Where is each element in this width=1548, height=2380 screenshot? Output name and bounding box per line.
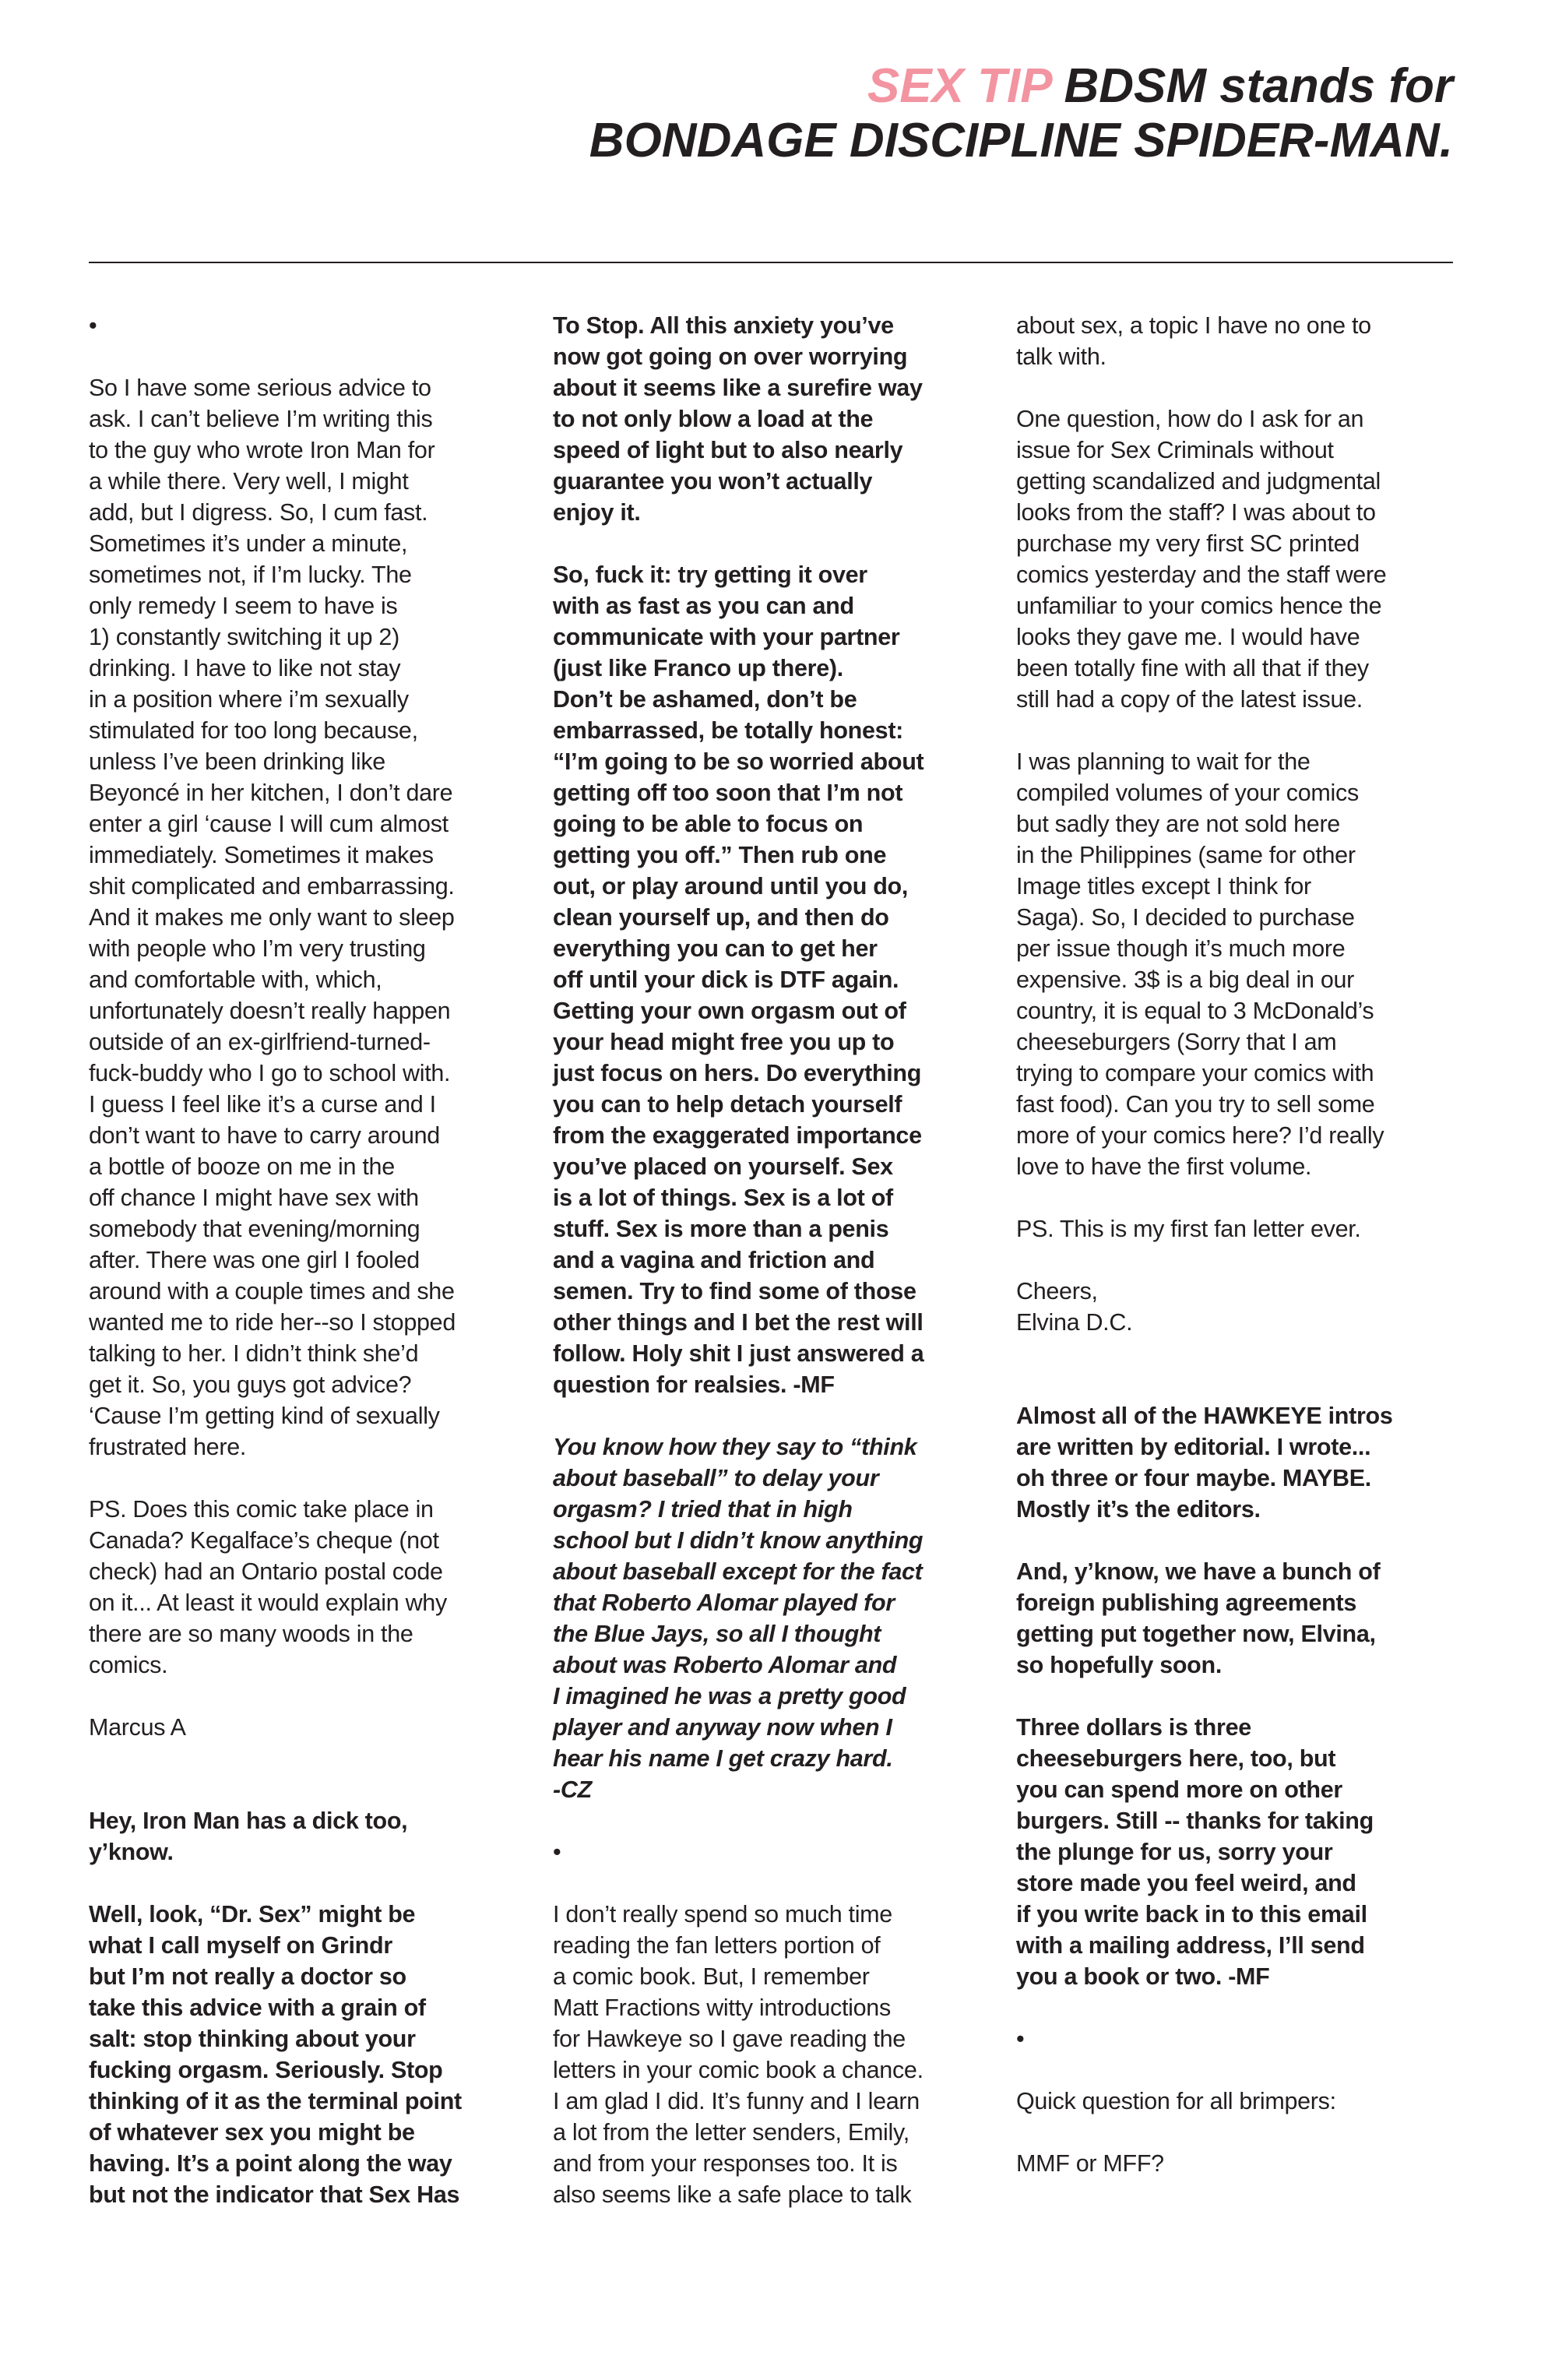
reply-paragraph: Almost all of the HAWKEYE intros are written by editorial. I wrote... oh three or four maybe. MAYBE. Mostly it’s the editors. [1016,1403,1393,1523]
letter-signature: Cheers, Elvina D.C. [1016,1278,1133,1336]
reply-paragraph: To Stop. All this anxiety you’ve now got going on over worrying about it seems like a surefire way to not only blow a load at the speed of light but to also nearly guarantee you won’t actually enjoy it. [553,312,923,526]
letter-marcus-ps: PS. Does this comic take place in Canada? Kegalface’s cheque (not check) had an Ontario postal code on it... At least it would explain why there are so many woods in the comics. [89,1496,447,1678]
letter-elvina-body: I don’t really spend so much time reading the fan letters portion of a comic book. But, I remember Matt Fractions witty introductions for Hawkeye so I gave reading the letters in your comic book a chance. I am glad I did. It’s funny and I learn a lot from the letter senders, Emily, and from your responses too. It is also seems like a safe place to talk [553,1901,924,2208]
letter-marcus-body: So I have some serious advice to ask. I can’t believe I’m writing this to the guy who wrote Iron Man for a while there. Very well, I might add, but I digress. So, I cum fast. Sometimes it’s under a minute, sometimes not, if I’m lucky. The only remedy I seem to have is 1) constantly switching it up 2) drinking. I have to like not stay in a position where i’m sexually stimulated for too long because, unless I’ve been drinking like Beyoncé in her kitchen, I don’t dare enter a girl ‘cause I will cum almost immediately. Sometimes it makes shit complicated and embarrassing. And it makes me only want to sleep with people who I’m very trusting and comfortable with, which, unfortunately doesn’t really happen outside of an ex-girlfriend-turned- fuck-buddy who I go to school with. I guess I feel like it’s a curse and I don’t want to have to carry around a bottle of booze on me in the off chance I might have sex with somebody that evening/morning after. There was one girl I fooled around with a couple times and she wanted me to ride her--so I stopped talking to her. I didn’t think she’d get it. So, you guys got advice? ‘Cause I’m getting kind of sexually frustrated here. [89,375,456,1460]
reply-paragraph: Hey, Iron Man has a dick too, y’know. [89,1808,408,1865]
letter-elvina-question: One question, how do I ask for an issue for Sex Criminals without getting scandalized and judgmental looks from the staff? I was about to purchase my very first SC printed comics yesterday and the staff were unfamiliar to your comics hence the looks they gave me. I would have been totally fine with all that if they still had a copy of the latest issue. [1016,406,1387,713]
reply-paragraph: So, fuck it: try getting it over with as fast as you can and communicate with your partner (just like Franco up there). Don’t be ashamed, don’t be embarrassed, be totally honest: “I’m going to be so worried about getting off too soon that I’m not going to be able to focus on getting you off.” Then rub one out, or play around until you do, clean yourself up, and then do everything you can to get her off until your dick is DTF again. Getting your own orgasm out of your head might free you up to just focus on hers. Do everything you can to help detach yourself from the exaggerated importance you’ve placed on yourself. Sex is a lot of things. Sex is a lot of stuff. Sex is more than a penis and a vagina and friction and semen. Try to find some of those other things and I bet the rest will follow. Holy shit I just answered a question for realsies. -MF [553,562,924,1398]
header-divider [89,262,1453,263]
header-line-2: BONDAGE DISCIPLINE SPIDER-MAN. [589,114,1453,167]
reply-paragraph: And, y’know, we have a bunch of foreign publishing agreements getting put together now, Elvina, so hopefully soon. [1016,1558,1381,1678]
letter-elvina-planning: I was planning to wait for the compiled volumes of your comics but sadly they are not sold here in the Philippines (same for other Image titles except I think for Saga). So, I decided to purchase per issue though it’s much more expensive. 3$ is a big deal in our country, it is equal to 3 McDonald’s cheeseburgers (Sorry that I am trying to compare your comics with fast food). Can you try to sell some more of your comics here? I’d really love to have the first volume. [1016,748,1384,1180]
letter-quick-question: Quick question for all brimpers: [1016,2088,1336,2114]
reply-paragraph: Three dollars is three cheeseburgers here, too, but you can spend more on other burgers. Still -- thanks for taking the plunge for us, sorry your store made you feel weird, and if you write back in to this email with a mailing address, I’ll send you a book or two. -MF [1016,1714,1374,1990]
column-1 [89,310,526,2210]
reply-paragraph: Well, look, “Dr. Sex” might be what I call myself on Grindr but I’m not really a doctor so take this advice with a grain of salt: stop thinking about your fucking orgasm. Seriously. Stop thinking of it as the terminal point of whatever sex you might be having. It’s a point along the way but not the indicator that Sex Has [89,1901,462,2208]
column-2 [553,310,990,2210]
column-3 [1016,310,1454,2179]
letter-elvina-body: about sex, a topic I have no one to talk with. [1016,312,1371,370]
letter-bullet: • [1016,2026,1025,2052]
reply-cz: You know how they say to “think about baseball” to delay your orgasm? I tried that in high school but I didn’t know anything about baseball except for the fact that Roberto Alomar played for the Blue Jays, so all I thought about was Roberto Alomar and I imagined he was a pretty good player and anyway now when I hear his name I get crazy hard. -CZ [553,1434,924,1803]
sex-tip-label: SEX TIP [867,59,1051,113]
header-line-1-text: BDSM stands for [1050,59,1453,113]
page-header [363,59,1453,168]
letter-signature: Marcus A [89,1714,186,1741]
header-line-1 [363,59,1453,114]
letter-elvina-ps: PS. This is my first fan letter ever. [1016,1216,1361,1242]
letter-bullet: • [553,1839,561,1865]
letter-bullet: • [89,312,97,339]
letter-mmf: MMF or MFF? [1016,2150,1164,2177]
